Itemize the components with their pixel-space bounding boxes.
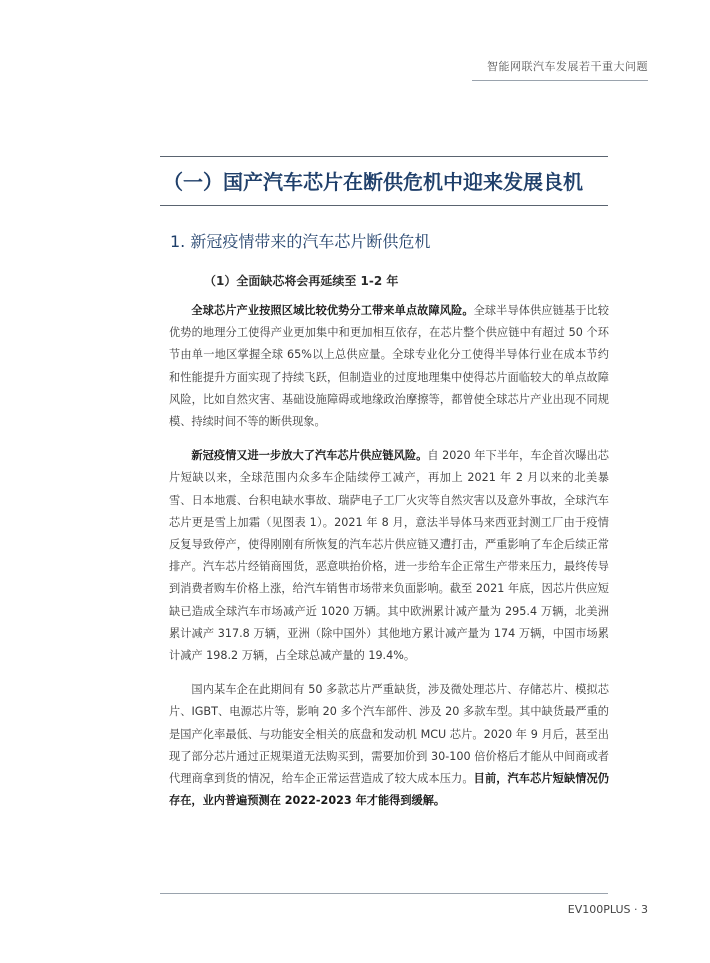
paragraph-lead: 新冠疫情又进一步放大了汽车芯片供应链风险。: [191, 449, 428, 463]
header-divider: [472, 80, 648, 81]
paragraph-text: 全球半导体供应链基于比较优势的地理分工使得产业更加集中和更加相互依存，在芯片整个供应链中有超过 50 个环节由单一地区掌握全球 65%以上总供应量。全球专业化分工使得半导体行业在成本节约和性能提升方面实现了持续飞跃，但制造业的过度地理集中使得芯片面临较大的单点故障风险，比如自然灾害、基础设施障碍或地缘政治摩擦等，都曾使全球芯片产业出现不同规模、持续时间不等的断供现象。: [169, 304, 609, 429]
body-text: [169, 300, 609, 824]
section-title: （一）国产汽车芯片在断供危机中迎来发展良机: [163, 170, 583, 194]
footer-divider: [160, 893, 608, 894]
paragraph-1: [169, 300, 609, 433]
paragraph-3: [169, 679, 609, 812]
running-header-title: 智能网联汽车发展若干重大问题: [487, 60, 648, 73]
subsubsection-title: （1）全面缺芯将会再延续至 1-2 年: [204, 274, 399, 288]
paragraph-text: 自 2020 年下半年，车企首次曝出芯片短缺以来，全球范围内众多车企陆续停工减产，再加上 2021 年 2 月以来的北美暴雪、日本地震、台积电缺水事故、瑞萨电子工厂火灾等自然灾害以及意外事故，全球汽车芯片更是雪上加霜（见图表 1）。2021 年 8 月，意法半导体马来西亚封测工厂由于疫情反复导致停产，使得刚刚有所恢复的汽车芯片供应链又遭打击，严重影响了车企后续正常排产。汽车芯片经销商囤货，恶意哄抬价格，进一步给车企正常生产带来压力，最终传导到消费者购车价格上涨，给汽车销售市场带来负面影响。截至 2021 年底，因芯片供应短缺已造成全球汽车市场减产近 1020 万辆。其中欧洲累计减产量为 295.4 万辆，北美洲累计减产 317.8 万辆，亚洲（除中国外）其他地方累计减产量为 174 万辆，中国市场累计减产 198.2 万辆，占全球总减产量的 19.4%。: [169, 449, 609, 663]
paragraph-conclusion: 目前，汽车芯片短缺情况仍存在，业内普遍预测在 2022-2023 年才能得到缓解。: [169, 772, 609, 808]
section-rule-bottom: [160, 205, 608, 206]
page-footer-label: EV100PLUS · 3: [567, 903, 648, 916]
section-rule-top: [160, 156, 608, 157]
paragraph-2: [169, 445, 609, 667]
subsection-title: 1. 新冠疫情带来的汽车芯片断供危机: [170, 232, 431, 251]
paragraph-text: 国内某车企在此期间有 50 多款芯片严重缺货，涉及微处理芯片、存储芯片、模拟芯片、IGBT、电源芯片等，影响 20 多个汽车部件、涉及 20 多款车型。其中缺货最严重的是国产化率最低、与功能安全相关的底盘和发动机 MCU 芯片。2020 年 9 月后，甚至出现了部分芯片通过正规渠道无法购买到，需要加价到 30-100 倍价格后才能从中间商或者代理商拿到货的情况，给车企正常运营造成了较大成本压力。: [169, 683, 609, 786]
paragraph-lead: 全球芯片产业按照区域比较优势分工带来单点故障风险。: [191, 304, 474, 317]
